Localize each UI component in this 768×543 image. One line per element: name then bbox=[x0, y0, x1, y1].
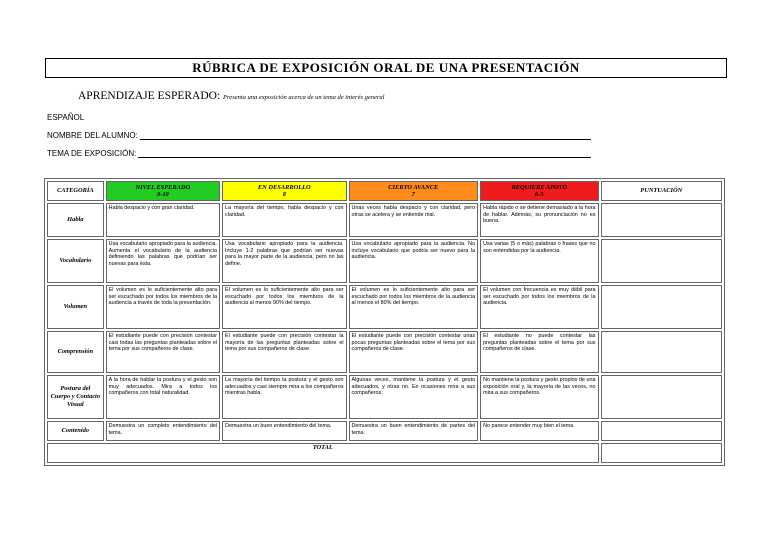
criteria-cell: Usa vocabulario apropiado para la audiencia. Incluye 1-2 palabras que podrían ser nuevas para la mayor parte de la audiencia, pero no las define. bbox=[222, 239, 346, 283]
table-row bbox=[47, 285, 722, 329]
score-cell[interactable] bbox=[601, 331, 723, 373]
criteria-cell: Demuestra un buen entendimiento del tema. bbox=[222, 421, 346, 441]
topic-label: TEMA DE EXPOSICIÓN: bbox=[47, 149, 137, 158]
header-row bbox=[47, 181, 722, 201]
criteria-cell: El estudiante no puede contestar las preguntas planteadas sobre el tema por sus compañeros de clase. bbox=[480, 331, 598, 373]
criteria-cell: Usa varias (5 o más) palabras o frases que no son entendidas por la audiencia. bbox=[480, 239, 598, 283]
score-cell[interactable] bbox=[601, 239, 723, 283]
aprendizaje-text: Presenta una exposición acerca de un tema de interés general bbox=[223, 94, 385, 101]
header-name: EN DESARROLLO bbox=[257, 183, 311, 191]
header-score: 9-10 bbox=[157, 191, 169, 198]
criteria-cell: Unas veces habla despacio y con claridad, pero otras se acelera y se entiende mal. bbox=[349, 203, 479, 237]
header-score: 7 bbox=[411, 191, 415, 198]
criteria-cell: El estudiante puede con precisión contestar unas pocas preguntas planteadas sobre el tema por sus compañeros de clase. bbox=[349, 331, 479, 373]
header-name: CIERTO AVANCE bbox=[388, 183, 439, 191]
header-cierto-avance bbox=[349, 181, 479, 201]
rubric-table bbox=[44, 178, 725, 466]
criteria-cell: Habla rápido o se detiene demasiado a la hora de hablar. Además, su pronunciación no es buena. bbox=[480, 203, 598, 237]
category-cell: Postura del Cuerpo y Contacto Visual bbox=[47, 375, 104, 419]
header-requiere-apoyo bbox=[480, 181, 598, 201]
criteria-cell: Usa vocabulario apropiado para la audiencia. Aumenta el vocabulario de la audiencia definiendo las palabras que podrían ser nuevas para ésta. bbox=[106, 239, 220, 283]
criteria-cell: El estudiante puede con precisión contestar la mayoría de las preguntas planteadas sobre el tema por sus compañeros de clase. bbox=[222, 331, 346, 373]
student-name-line[interactable] bbox=[140, 131, 591, 140]
criteria-cell: No parece entender muy bien el tema bbox=[480, 421, 598, 441]
table-row bbox=[47, 421, 722, 441]
total-label: TOTAL bbox=[47, 443, 599, 463]
student-name-field[interactable] bbox=[47, 131, 591, 140]
header-puntuacion: PUNTUACIÓN bbox=[601, 181, 723, 201]
aprendizaje-label: APRENDIZAJE ESPERADO: bbox=[78, 90, 221, 102]
student-name-label: NOMBRE DEL ALUMNO: bbox=[47, 131, 138, 140]
criteria-cell: La mayoría del tiempo, habla despacio y con claridad. bbox=[222, 203, 346, 237]
subject-label: ESPAÑOL bbox=[47, 113, 85, 122]
criteria-cell: El volumen es lo suficientemente alto para ser escuchado por todos los miembros de la audiencia al menos 90% del tiempo. bbox=[222, 285, 346, 329]
category-cell: Habla bbox=[47, 203, 104, 237]
aprendizaje-esperado bbox=[78, 90, 384, 102]
criteria-cell: El estudiante puede con precisión contestar casi todas las preguntas planteadas sobre el tema por sus compañeros de clase. bbox=[106, 331, 220, 373]
category-cell: Vocabulario bbox=[47, 239, 104, 283]
score-cell[interactable] bbox=[601, 285, 723, 329]
score-cell[interactable] bbox=[601, 203, 723, 237]
topic-field[interactable] bbox=[47, 149, 591, 158]
criteria-cell: El volumen es lo suficientemente alto para ser escuchado por todos los miembros de la audiencia al menos el 80% del tiempo. bbox=[349, 285, 479, 329]
header-en-desarrollo bbox=[222, 181, 346, 201]
header-categoria: CATEGORÍA bbox=[47, 181, 104, 201]
table-row bbox=[47, 203, 722, 237]
criteria-cell: Algunas veces, mantiene la postura y el gesto adecuados, y otras no. En ocasiones mira a sus compañeros. bbox=[349, 375, 479, 419]
table-row bbox=[47, 331, 722, 373]
criteria-cell: Usa vocabulario apropiado para la audiencia. No incluye vocabulario que podría ser nuevo para la audiencia. bbox=[349, 239, 479, 283]
criteria-cell: A la hora de hablar la postura y el gesto son muy adecuados. Mira a todos los compañeros con total naturalidad. bbox=[106, 375, 220, 419]
document-title: RÚBRICA DE EXPOSICIÓN ORAL DE UNA PRESENTACIÓN bbox=[45, 58, 727, 78]
criteria-cell: El volumen con frecuencia es muy débil para ser escuchado por todos los miembros de la audiencia. bbox=[480, 285, 598, 329]
score-cell[interactable] bbox=[601, 375, 723, 419]
criteria-cell: La mayoría del tiempo la postura y el gesto son adecuados y casi siempre mira a los compañeros mientras habla. bbox=[222, 375, 346, 419]
header-name: NIVEL ESPERADO bbox=[135, 183, 191, 191]
category-cell: Contenido bbox=[47, 421, 104, 441]
table-row bbox=[47, 375, 722, 419]
criteria-cell: Demuestra un buen entendimiento de partes del tema. bbox=[349, 421, 479, 441]
criteria-cell: El volumen es lo suficientemente alto para ser escuchado por todos los miembros de la audiencia a través de toda la presentación. bbox=[106, 285, 220, 329]
category-cell: Volumen bbox=[47, 285, 104, 329]
table-row bbox=[47, 239, 722, 283]
total-row bbox=[47, 443, 722, 463]
criteria-cell: No mantiene la postura y gesto propios de una exposición oral y, la mayoría de las veces, no mira a sus compañeros. bbox=[480, 375, 598, 419]
category-cell: Comprensión bbox=[47, 331, 104, 373]
criteria-cell: Habla despacio y con gran claridad. bbox=[106, 203, 220, 237]
header-name: REQUIERE APOYO bbox=[511, 183, 568, 191]
topic-line[interactable] bbox=[138, 149, 591, 158]
header-score: 8 bbox=[282, 191, 286, 198]
header-nivel-esperado bbox=[106, 181, 220, 201]
total-score-cell[interactable] bbox=[601, 443, 723, 463]
score-cell[interactable] bbox=[601, 421, 723, 441]
header-score: 6-5 bbox=[535, 191, 544, 198]
criteria-cell: Demuestra un completo entendimiento del tema. bbox=[106, 421, 220, 441]
